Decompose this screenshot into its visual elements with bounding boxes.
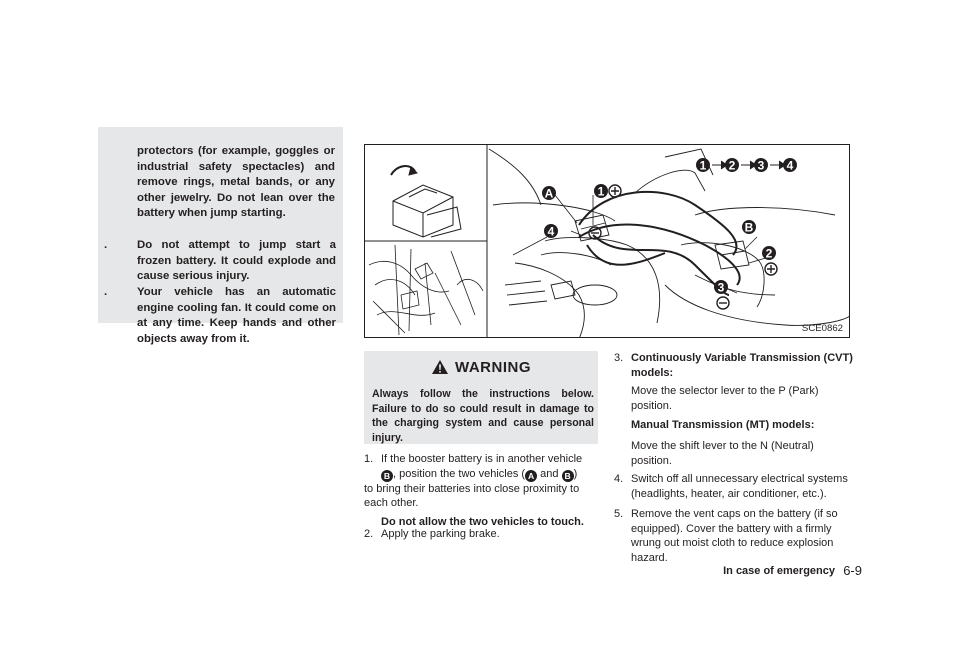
step-4 <box>614 472 854 501</box>
step-4-text: Switch off all unnecessary electrical systems (headlights, heater, air conditioner, etc.). <box>631 473 848 500</box>
svg-text:3: 3 <box>717 280 725 295</box>
step-1-text-rest: to bring their batteries into close proximity to each other. <box>364 482 580 510</box>
bullet-text: Do not attempt to jump start a frozen battery. It could explode and cause serious injury. <box>137 239 336 283</box>
step-2 <box>364 527 600 542</box>
step-3-text-mt: Move the shift lever to the N (Neutral) position. <box>631 439 814 467</box>
svg-text:4: 4 <box>547 224 555 239</box>
step-1-bold-note: Do not allow the two vehicles to touch. <box>381 515 584 528</box>
sequence-arrows <box>712 161 785 169</box>
jump-start-illustration <box>364 144 850 338</box>
svg-text:1: 1 <box>699 158 707 173</box>
warning-continuation-text: protectors (for example, goggles or industrial safety spectacles) and remove rings, metal bands, or any other jewelry. Do not lean over the battery when jump starting. <box>137 145 335 220</box>
step-5 <box>614 507 854 565</box>
step-1-text: ) <box>573 467 578 480</box>
warning-box <box>364 351 598 444</box>
warning-continuation-box <box>98 127 343 345</box>
step-number: 4. <box>614 473 624 485</box>
warning-header <box>364 356 598 378</box>
step-1-text: and <box>540 467 559 480</box>
step-3 <box>614 351 854 468</box>
vehicle-b-badge: B <box>562 470 574 482</box>
svg-text:A: A <box>544 186 554 201</box>
step-3-heading-cvt: Continuously Variable Transmission (CVT) models: <box>631 352 853 379</box>
battery-cap-sketch <box>391 166 461 237</box>
footer-section-title: In case of emergency <box>723 565 835 577</box>
bullet-cooling-fan <box>104 285 336 347</box>
vehicle-b-badge: B <box>381 470 393 482</box>
vehicle-a-badge: A <box>525 470 537 482</box>
svg-text:2: 2 <box>728 158 736 173</box>
svg-text:1: 1 <box>597 184 605 199</box>
vehicle-b-sketch <box>635 149 850 325</box>
svg-text:2: 2 <box>765 246 773 261</box>
figure-code: SCE0862 <box>801 323 843 334</box>
bullet-text: Your vehicle has an automatic engine cooling fan. It could come on at any time. Keep hands and other objects away from it. <box>137 286 336 345</box>
svg-text:3: 3 <box>757 158 765 173</box>
bullet-frozen-battery <box>104 238 336 285</box>
step-3-text-cvt: Move the selector lever to the P (Park) position. <box>631 385 819 412</box>
engine-bay-sketch <box>369 245 483 335</box>
step-1-line-2 <box>381 467 600 482</box>
warning-triangle-icon <box>431 359 449 375</box>
step-1-text: , position the two vehicles ( <box>393 467 526 480</box>
bullet-dot: . <box>104 239 108 251</box>
step-1-line-1 <box>381 452 600 467</box>
step-number: 2. <box>364 528 374 540</box>
step-3-heading-mt: Manual Transmission (MT) models: <box>631 419 815 432</box>
svg-text:4: 4 <box>786 158 794 173</box>
leader-lines <box>513 195 769 293</box>
step-number: 5. <box>614 508 624 520</box>
bullet-dot: . <box>104 286 108 298</box>
step-2-text: Apply the parking brake. <box>381 528 500 540</box>
warning-text: Always follow the instructions below. Failure to do so could result in damage to the charging system and cause personal injury. <box>372 388 594 444</box>
warning-title: WARNING <box>455 358 531 376</box>
footer-page-number: 6-9 <box>843 563 862 578</box>
figure-badges <box>542 158 797 295</box>
vehicle-a-sketch <box>489 149 660 338</box>
step-1-text: If the booster battery is in another vehicle <box>381 453 583 465</box>
step-number: 3. <box>614 352 624 364</box>
step-number: 1. <box>364 453 374 465</box>
svg-text:B: B <box>744 220 754 235</box>
step-5-text: Remove the vent caps on the battery (if so equipped). Cover the battery with a firmly wrung out moist cloth to reduce explosion hazard. <box>631 508 838 564</box>
inset-divider <box>365 145 487 241</box>
step-1 <box>364 452 600 529</box>
jump-start-drawing <box>365 145 850 338</box>
